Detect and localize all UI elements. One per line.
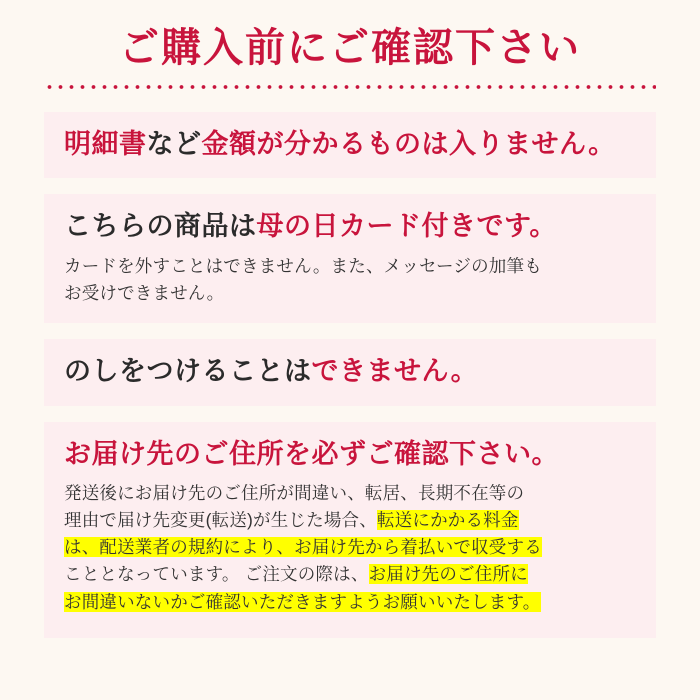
lead-part: お届け先のご住所を必ずご確認下さい。 [64, 438, 559, 469]
page-title: ご購入前にご確認下さい [119, 26, 581, 70]
lead-part: できません。 [311, 356, 479, 387]
notice-block-mothers-day-card [44, 194, 656, 323]
notice-lead [64, 126, 636, 162]
sub-text: こととなっています。 ご注文の際は、 [64, 564, 369, 585]
sub-text-highlight: は、配送業者の規約により、お届け先から着払いで収受する [64, 537, 542, 558]
sub-line [64, 507, 636, 534]
sub-line [64, 534, 636, 561]
sub-line [64, 561, 636, 588]
lead-part: のしをつけることは [64, 356, 312, 387]
notice-block-delivery-address [44, 422, 656, 638]
sub-line [64, 589, 636, 616]
sub-text-highlight: お間違いないかご確認いただきますようお願いいたします。 [64, 591, 541, 612]
lead-part: こちらの商品は [64, 211, 257, 242]
notice-lead [64, 436, 636, 472]
lead-part: 明細書 [64, 129, 147, 159]
notice-sub [64, 253, 636, 307]
sub-text-highlight: お届け先のご住所に [368, 564, 528, 585]
sub-line [64, 480, 636, 507]
lead-part: など [146, 129, 202, 159]
sub-text: 発送後にお届け先のご住所が間違い、転居、長期不在等の [64, 483, 525, 503]
lead-part: 母の日カード付きです。 [256, 211, 557, 242]
sub-text-highlight: 転送にかかる料金 [376, 510, 519, 531]
notice-lead [64, 353, 636, 389]
sub-text: 理由で届け先変更(転送)が生じた場合、 [64, 510, 377, 531]
dotted-divider [44, 84, 656, 90]
notice-block-noshi [44, 339, 656, 405]
notice-lead [64, 208, 636, 244]
notice-sub [64, 480, 636, 616]
lead-part: 金額が分かるものは入りません。 [201, 129, 616, 159]
sub-line: カードを外すことはできません。また、メッセージの加筆も [64, 255, 542, 276]
sub-line: お受けできません。 [64, 283, 225, 303]
notice-block-statement [44, 112, 656, 178]
